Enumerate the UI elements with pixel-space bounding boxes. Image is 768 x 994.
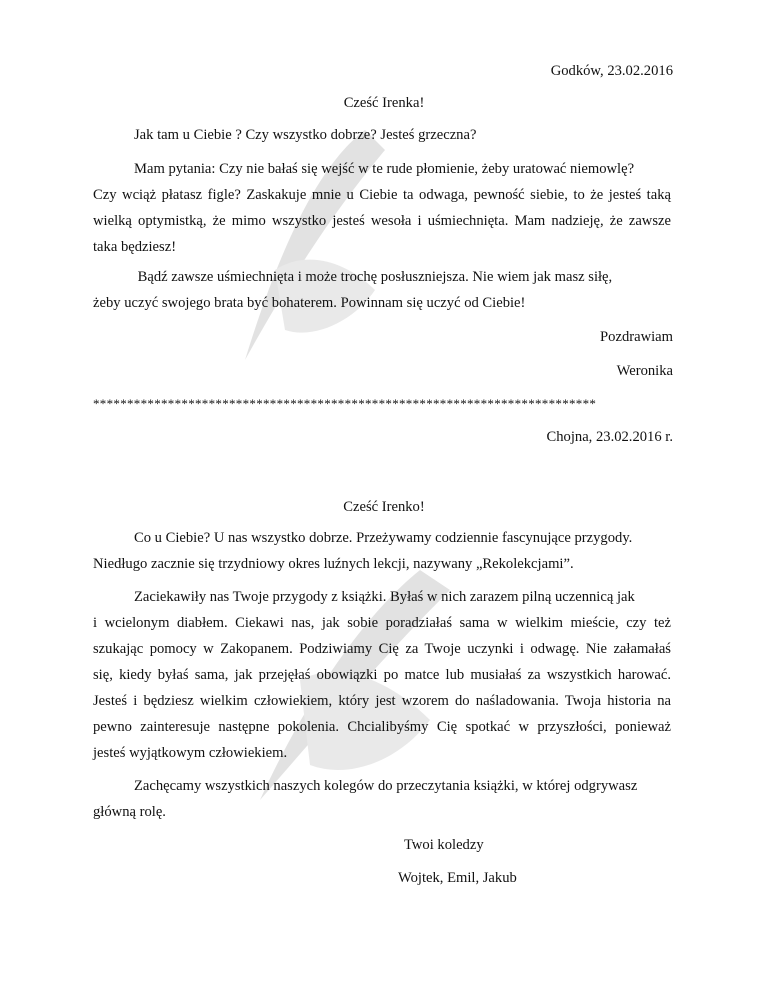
- letter1-place-date: Godków, 23.02.2016: [550, 63, 673, 79]
- letter2-p1-line: Co u Ciebie? U nas wszystko dobrze. Przeżywamy codziennie fascynujące przygody.: [134, 530, 633, 546]
- separator-line: **************************************************************************: [93, 396, 597, 411]
- letter2-p2-line: jesteś wyjątkowym człowiekiem.: [93, 745, 288, 761]
- letter2-p2-line: Jesteś i będziesz wielkim człowiekiem, który jest wzorem do naśladowania. Twoja historia na: [93, 693, 671, 709]
- letter1-closing: Pozdrawiam: [600, 329, 673, 345]
- letter2-p2-line: Zaciekawiły nas Twoje przygody z książki. Byłaś w nich zarazem pilną uczennicą jak: [134, 589, 635, 605]
- letter1-paragraph-1: Jak tam u Ciebie ? Czy wszystko dobrze? Jesteś grzeczna?: [134, 127, 477, 143]
- letter2-place-date: Chojna, 23.02.2016 r.: [546, 429, 673, 445]
- letter2-p2-line: pewno zainteresuje następne pokolenia. Chcialibyśmy Cię spotkać w przyszłości, ponieważ: [93, 719, 671, 735]
- letter2-p2-line: się, kiedy byłaś sama, jak przejęłaś obowiązki po matce lub musiałaś za wszystkich harować.: [93, 667, 671, 683]
- letter1-p3-line: Bądź zawsze uśmiechnięta i może trochę posłuszniejsza. Nie wiem jak masz siłę,: [134, 269, 613, 285]
- letter2-p2-line: i wcielonym diabłem. Ciekawi nas, jak sobie poradziałaś sama w wielkim mieście, czy też: [93, 615, 671, 631]
- quill-watermark-icon: [215, 120, 415, 370]
- letter1-p2-line: Czy wciąż płatasz figle? Zaskakuje mnie u Ciebie ta odwaga, pewność siebie, to że jesteś taką: [93, 187, 671, 203]
- letter2-p3-line: Zachęcamy wszystkich naszych kolegów do przeczytania książki, w której odgrywasz: [134, 778, 638, 794]
- letter1-greeting: Cześć Irenka!: [343, 95, 425, 111]
- letter2-p1-line: Niedługo zacznie się trzydniowy okres luźnych lekcji, nazywany „Rekolekcjami”.: [93, 556, 574, 572]
- letter2-signature: Wojtek, Emil, Jakub: [398, 870, 517, 886]
- letter2-greeting: Cześć Irenko!: [343, 499, 425, 515]
- letter1-p3-line: żeby uczyć swojego brata być bohaterem. Powinnam się uczyć od Ciebie!: [93, 295, 526, 311]
- letter2-closing: Twoi koledzy: [404, 837, 484, 853]
- letter2-p3-line: główną rolę.: [93, 804, 166, 820]
- letter2-p2-line: szukając pomocy w Zakopanem. Podziwiamy Cię za Twoje uczynki i odwagę. Nie załamałaś: [93, 641, 671, 657]
- letter1-signature: Weronika: [616, 363, 673, 379]
- letter1-p2-line: Mam pytania: Czy nie bałaś się wejść w te rude płomienie, żeby uratować niemowlę?: [134, 161, 635, 177]
- letter1-p2-line: taka będziesz!: [93, 239, 177, 255]
- letter1-p2-line: wielką optymistką, że mimo wszystko jesteś wesoła i uśmiechnięta. Mam nadzieję, że zawsze: [93, 213, 671, 229]
